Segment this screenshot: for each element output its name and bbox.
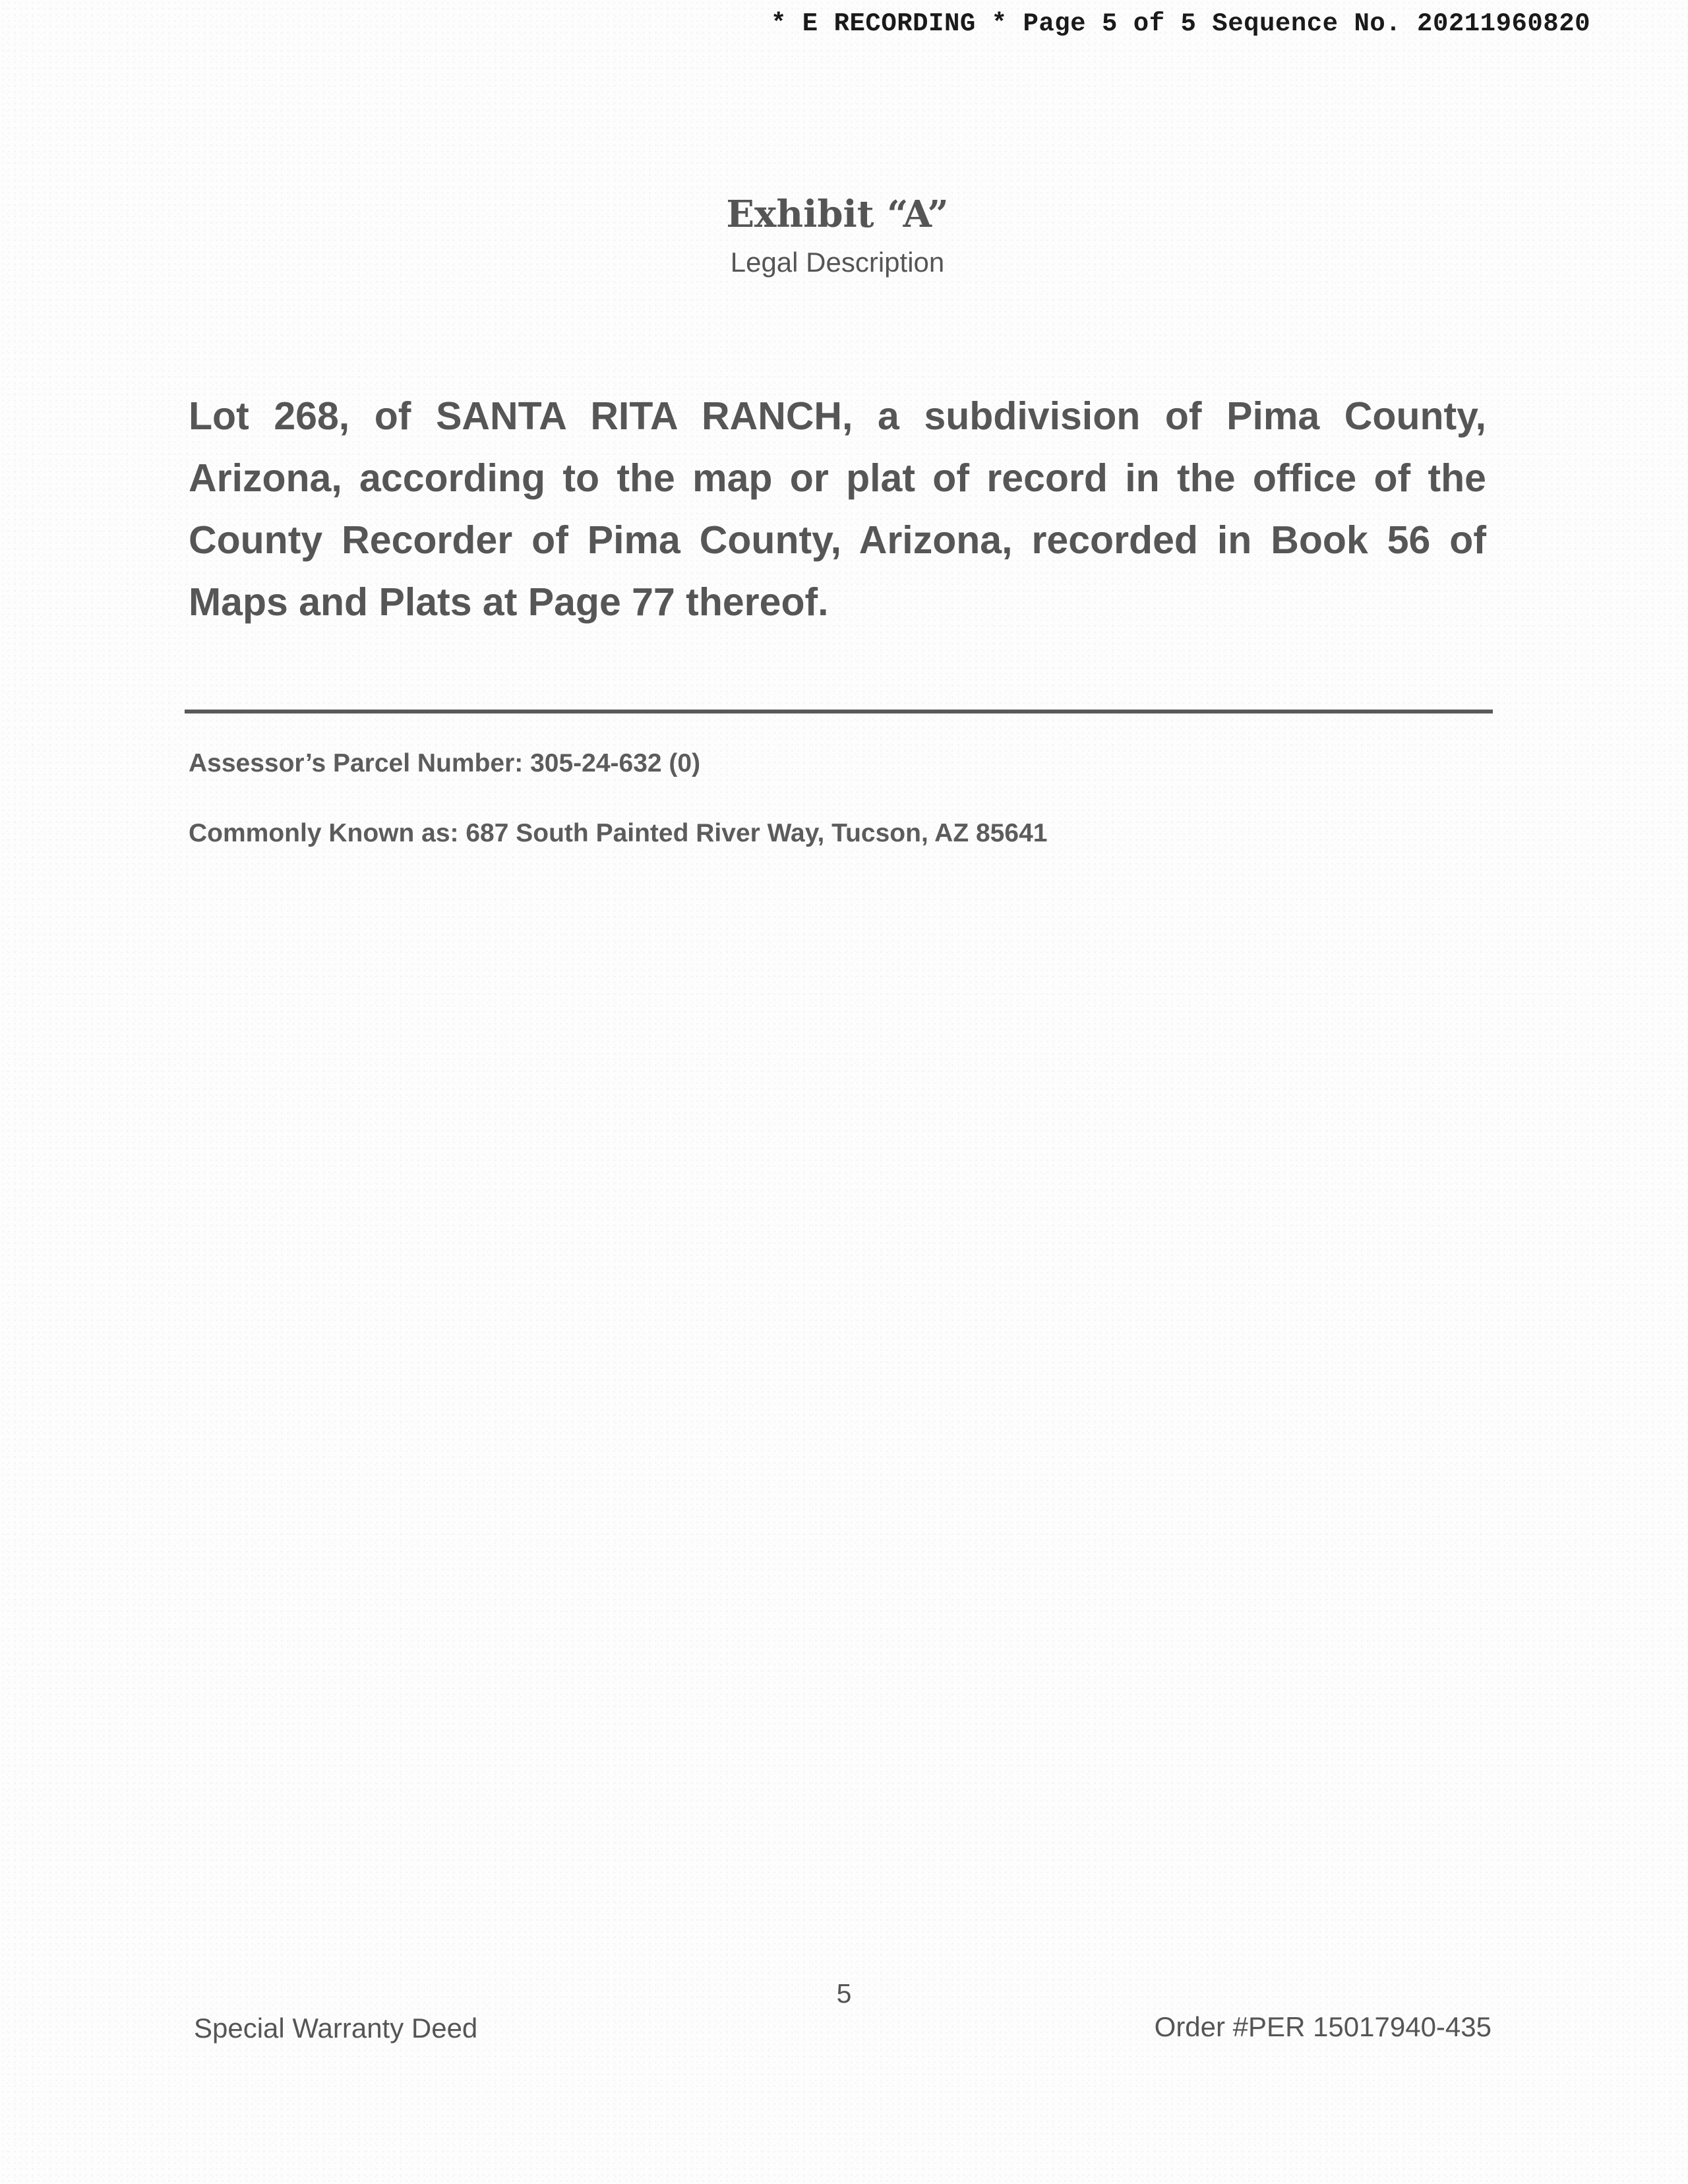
footer-order-number: Order #PER 15017940-435 <box>1154 2011 1492 2042</box>
assessor-parcel-number: Assessor’s Parcel Number: 305-24-632 (0) <box>189 749 701 777</box>
property-address: Commonly Known as: 687 South Painted River Way, Tucson, AZ 85641 <box>189 819 1048 847</box>
divider-line <box>185 710 1493 713</box>
page-number: 5 <box>836 1978 852 2009</box>
recording-header: * E RECORDING * Page 5 of 5 Sequence No. 20211960820 <box>771 9 1590 38</box>
exhibit-subtitle: Legal Description <box>730 247 945 278</box>
legal-description: Lot 268, of SANTA RITA RANCH, a subdivision of Pima County, Arizona, according to the map or plat of record in the office of the County Recorder of Pima County, Arizona, recorded in Book 56 of Maps and Plats at Page 77 thereof. <box>189 394 1486 624</box>
footer-document-type: Special Warranty Deed <box>194 2013 478 2044</box>
exhibit-title: Exhibit “A” <box>726 193 949 236</box>
